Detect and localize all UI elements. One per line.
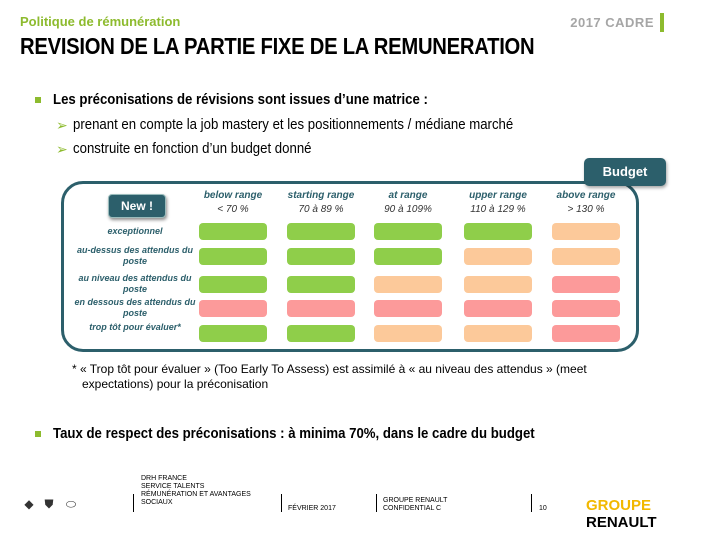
page-title: REVISION DE LA PARTIE FIXE DE LA REMUNERATION [20,33,535,59]
row-label: exceptionnel [107,226,163,236]
column-range: < 70 % [217,204,249,215]
footer-date: FÉVRIER 2017 [288,505,336,512]
footer-separator [281,494,282,512]
section-kicker: Politique de rémunération [20,14,181,29]
footer-separator [133,494,134,512]
column-range: 110 à 129 % [470,204,526,215]
matrix-cell-green [287,248,355,265]
matrix-cell-peach [374,276,442,293]
groupe-renault-logo [586,497,720,531]
matrix-cell-peach [464,325,532,342]
column-range: > 130 % [567,204,605,215]
matrix-cell-peach [464,276,532,293]
footer-separator [376,494,377,512]
row-label: en dessous des attendus du poste [74,297,196,318]
footer-department [141,475,251,507]
year-accent-bar [660,13,664,32]
page-number: 10 [539,505,547,512]
bullet-sub-1: prenant en compte la job mastery et les positionnements / médiane marché [73,116,514,133]
row-label: trop tôt pour évaluer* [89,322,181,332]
matrix-cell-peach [552,248,620,265]
bullet-main-1: Les préconisations de révisions sont issues d’une matrice : [53,91,428,108]
matrix-cell-peach [374,325,442,342]
arrow-bullet-icon: ➢ [56,141,68,157]
matrix-cell-pink [552,325,620,342]
matrix-cell-pink [287,300,355,317]
matrix-cell-green [199,223,267,240]
matrix-cell-green [464,223,532,240]
column-header: at range [388,190,428,201]
bullet-sub-2: construite en fonction d’un budget donné [73,140,312,157]
footer-dept-line: SERVICE TALENTS [141,483,205,490]
column-range: 70 à 89 % [298,204,344,215]
new-badge: New ! [108,194,166,218]
bullet-main-2: Taux de respect des préconisations : à minima 70%, dans le cadre du budget [53,425,535,442]
matrix-cell-green [199,248,267,265]
column-range: 90 à 109% [384,204,432,215]
column-header: above range [556,190,616,201]
dacia-logo-icon: ⛊ [44,497,54,511]
matrix-cell-pink [374,300,442,317]
matrix-cell-peach [464,248,532,265]
samsung-logo-icon: ⬭ [65,497,77,511]
matrix-cell-green [374,223,442,240]
matrix-cell-pink [552,276,620,293]
footer-company-line: CONFIDENTIAL C [383,505,442,512]
matrix-cell-green [199,276,267,293]
footnote-line-2: expectations) pour la préconisation [82,377,269,391]
footer-dept-line: DRH FRANCE [141,475,187,482]
footer-dept-line: SOCIAUX [141,499,173,506]
footer-company-line: GROUPE RENAULT [383,497,448,504]
matrix-cell-pink [552,300,620,317]
column-header: starting range [287,190,355,201]
bullet-square-icon [35,97,41,103]
column-header: below range [203,190,263,201]
matrix-cell-pink [464,300,532,317]
footer-separator [531,494,532,512]
bullet-square-icon [35,431,41,437]
footer-dept-line: RÉMUNÉRATION ET AVANTAGES [141,491,251,498]
matrix-cell-green [287,325,355,342]
arrow-bullet-icon: ➢ [56,117,68,133]
budget-badge: Budget [584,158,666,186]
row-label: au niveau des attendus du poste [78,273,192,294]
matrix-cell-green [287,276,355,293]
footnote-line-1: * « Trop tôt pour évaluer » (Too Early To Assess) est assimilé à « au niveau des attendus » (meet [72,362,587,376]
column-header: upper range [469,190,527,201]
brand-groupe: GROUPE [586,497,652,514]
row-label: au-dessus des attendus du poste [76,245,194,266]
matrix-cell-green [199,325,267,342]
renault-logo-icon: ◆ [24,497,34,511]
footnote [72,362,672,392]
year-label: 2017 CADRE [570,15,654,30]
matrix-cell-green [374,248,442,265]
footer-company [383,497,447,513]
matrix-cell-pink [199,300,267,317]
brand-renault: RENAULT [586,514,657,531]
matrix-cell-peach [552,223,620,240]
matrix-cell-green [287,223,355,240]
